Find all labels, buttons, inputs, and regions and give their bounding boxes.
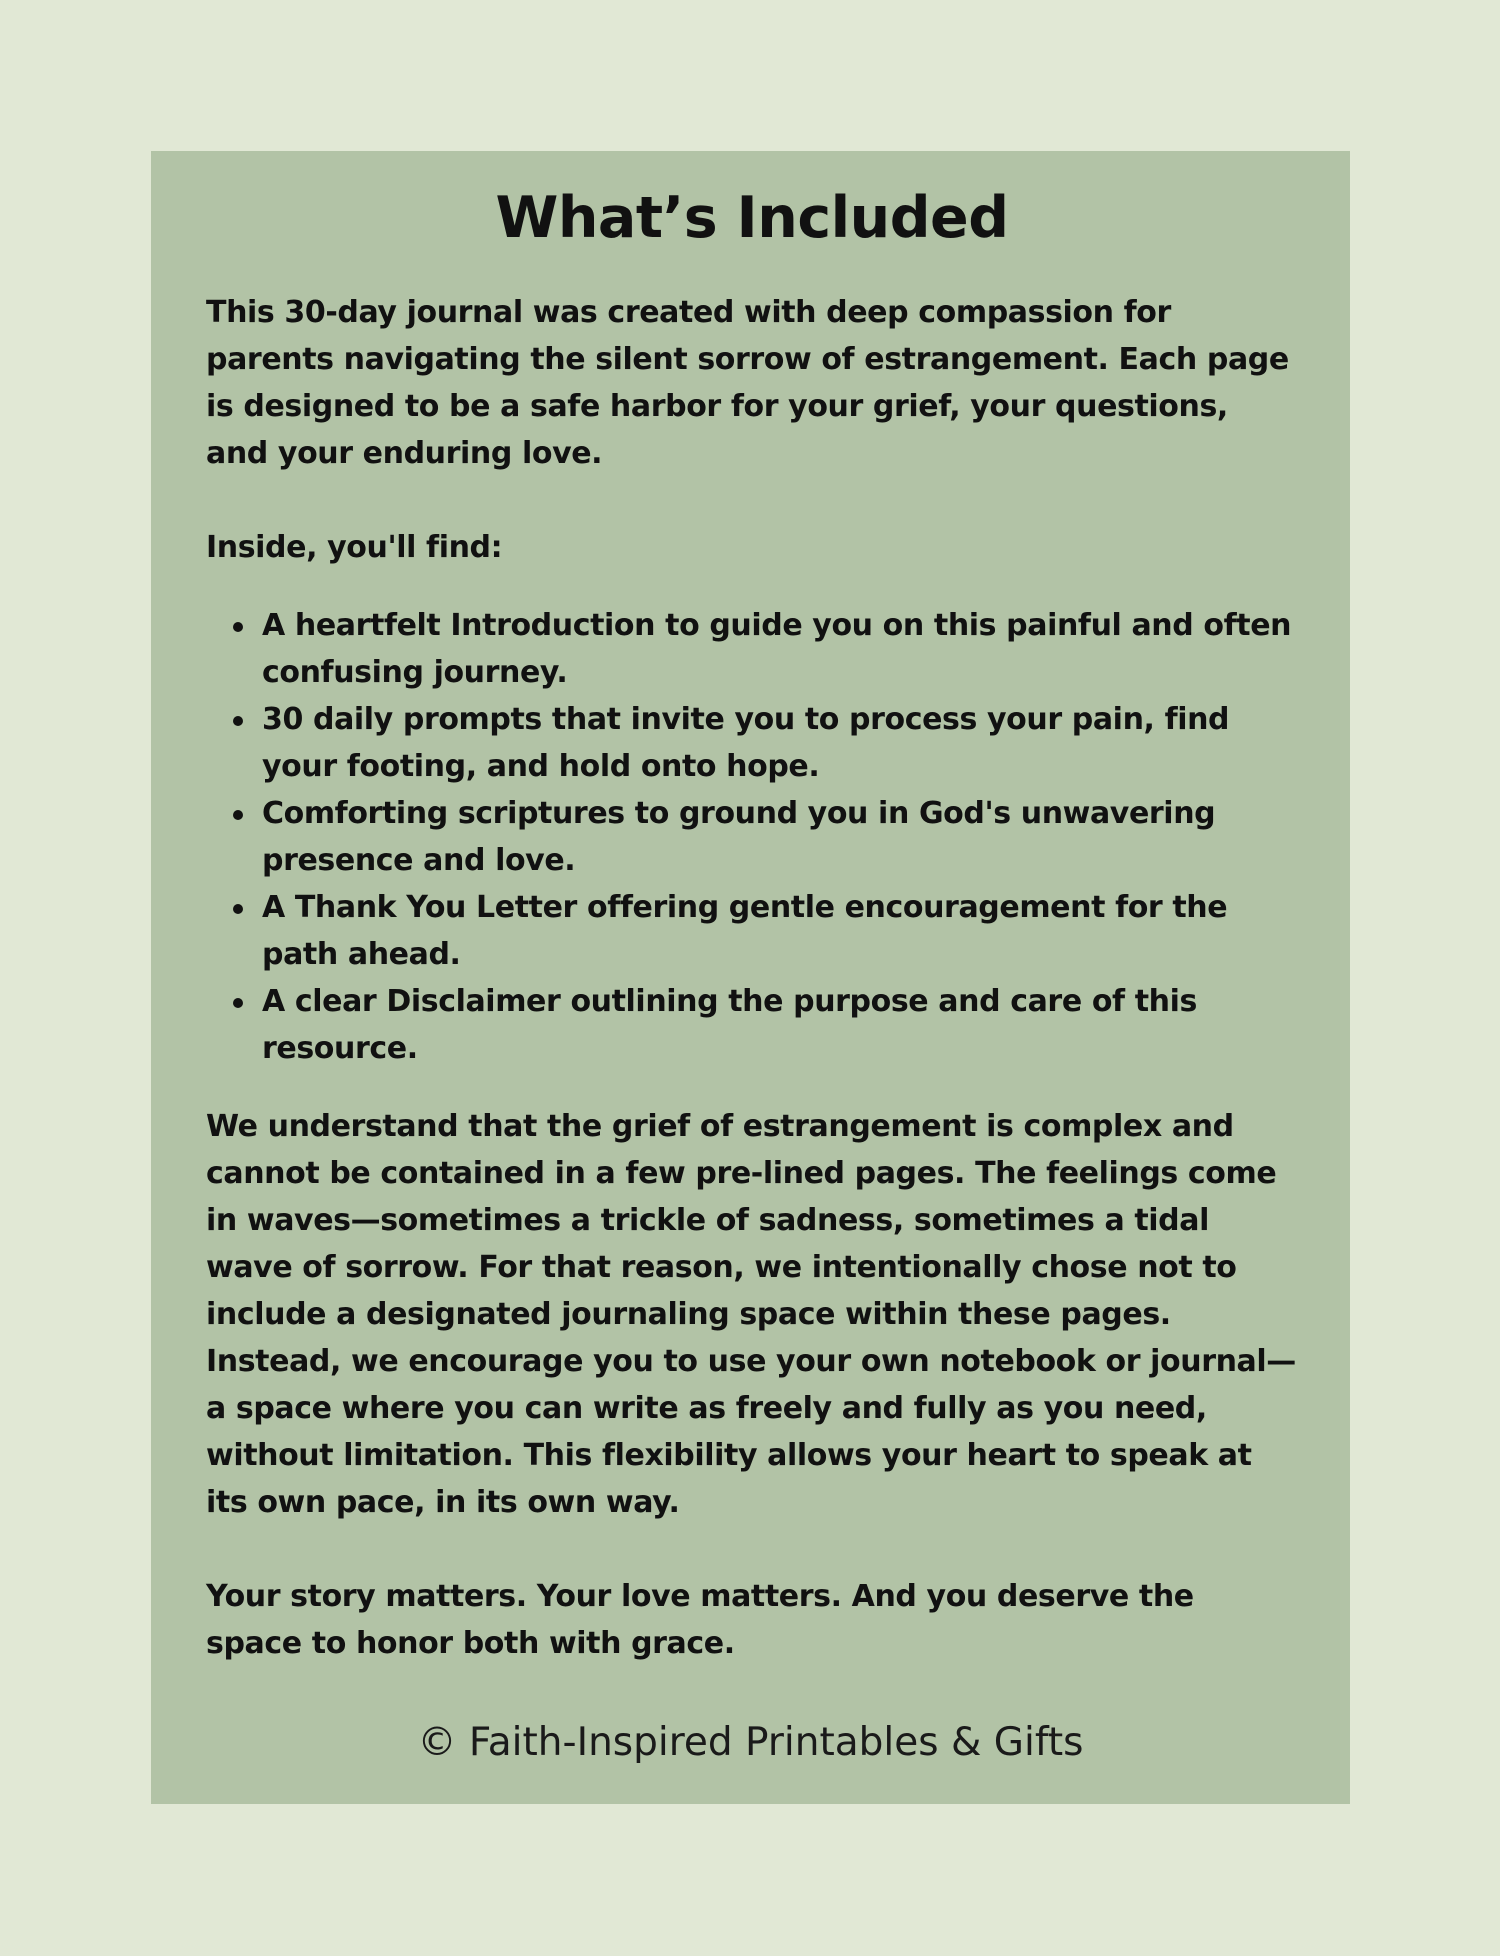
list-item-text: 30 daily prompts that invite you to process your pain, find your footing, and hold onto hope. [262, 702, 1230, 784]
list-item-text: A Thank You Letter offering gentle encouragement for the path ahead. [262, 890, 1228, 972]
page-title: What’s Included [495, 185, 1009, 251]
list-item-text: A clear Disclaimer outlining the purpose and care of this resource. [262, 984, 1197, 1066]
bullet-icon [233, 810, 243, 820]
content-card [151, 151, 1350, 1804]
list-item [206, 884, 1298, 978]
list-item-text: Comforting scriptures to ground you in God's unwavering presence and love. [262, 796, 1216, 878]
inside-label: Inside, you'll find: [206, 530, 503, 565]
list-item [206, 696, 1298, 790]
body-paragraph: We understand that the grief of estrangement is complex and cannot be contained in a few pre-lined pages. The feelings come in waves—sometimes a trickle of sadness, sometimes a tidal wave of sorrow. For that reason, we intentionally chose not to include a designated journaling space within these pages. Instead, we encourage you to use your own notebook or journal—a space where you can write as freely and fully as you need, without limitation. This flexibility allows your heart to speak at its own pace, in its own way. [206, 1109, 1296, 1520]
list-item [206, 978, 1298, 1072]
list-item [206, 602, 1298, 696]
closing-paragraph: Your story matters. Your love matters. And you deserve the space to honor both with grace. [206, 1579, 1194, 1661]
bullet-icon [233, 716, 243, 726]
list-item [206, 790, 1298, 884]
intro-paragraph: This 30-day journal was created with deep compassion for parents navigating the silent sorrow of estrangement. Each page is designed to be a safe harbor for your grief, your questions, and your enduring love. [206, 295, 1289, 471]
bullet-icon [233, 998, 243, 1008]
bullet-icon [233, 904, 243, 914]
list-item-text: A heartfelt Introduction to guide you on this painful and often confusing journey. [262, 608, 1292, 690]
included-list [206, 602, 1298, 1072]
copyright-notice: © Faith-Inspired Printables & Gifts [417, 1720, 1084, 1765]
bullet-icon [233, 622, 243, 632]
